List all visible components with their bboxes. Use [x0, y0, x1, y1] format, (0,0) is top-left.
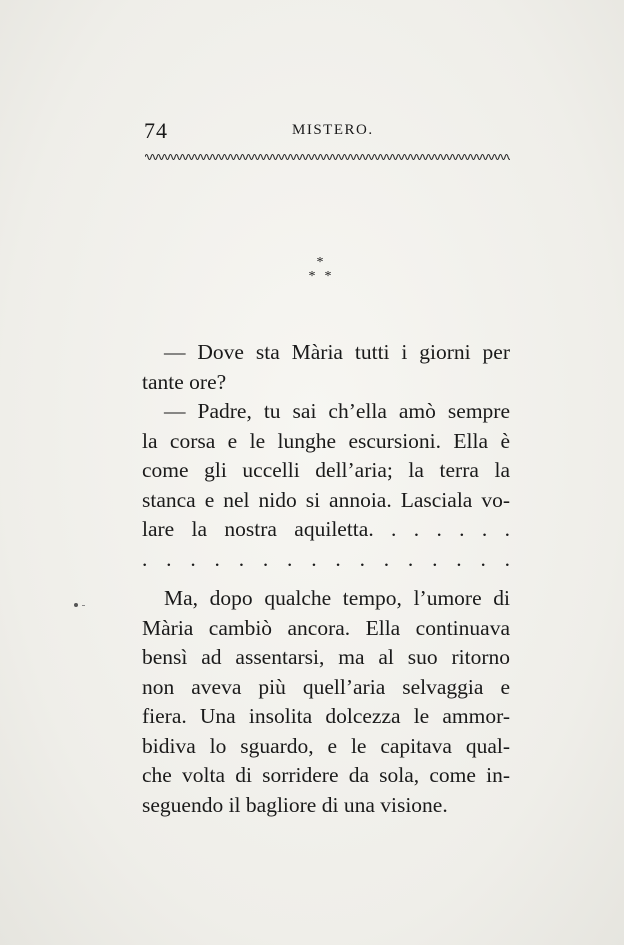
- ellipsis-line: . . . . . . . . . . . . . . . .: [142, 546, 510, 571]
- text-line: la corsa e le lunghe escursioni. Ella è: [142, 428, 510, 453]
- running-head: MISTERO.: [292, 122, 374, 138]
- ink-spot: [82, 605, 85, 606]
- body-text: [142, 338, 510, 820]
- text-line: come gli uccelli dell’aria; la terra la: [142, 458, 510, 482]
- text-line: tante ore?: [142, 369, 227, 394]
- text-line: seguendo il bagliore di una visione.: [142, 792, 448, 817]
- text-line: che volta di sorridere da sola, come in-: [142, 763, 510, 787]
- ink-spot: [74, 603, 78, 607]
- svg-text:*: *: [316, 255, 324, 270]
- decorative-rule-icon: [145, 150, 510, 164]
- text-line: stanca e nel nido si annoia. Lasciala vo-: [142, 487, 510, 512]
- page-header: [142, 118, 508, 146]
- text-line: bidiva lo sguardo, e le capitava qual-: [142, 733, 510, 758]
- page-number: 74: [144, 118, 168, 143]
- text-line: non aveva più quell’aria selvaggia e: [142, 674, 510, 699]
- text-line: lare la nostra aquiletta. . . . . . .: [142, 517, 510, 541]
- asterism-icon: [290, 250, 350, 290]
- text-line: bensì ad assentarsi, ma al suo ritorno: [142, 645, 510, 669]
- text-line: Ma, dopo qualche tempo, l’umore di: [164, 586, 510, 610]
- text-line: fiera. Una insolita dolcezza le ammor-: [142, 704, 510, 728]
- text-line: — Dove sta Mària tutti i giorni per: [164, 340, 510, 364]
- svg-text:*: *: [308, 269, 316, 284]
- svg-text:*: *: [324, 269, 332, 284]
- text-line: — Padre, tu sai ch’ella amò sempre: [164, 399, 510, 423]
- text-line: Mària cambiò ancora. Ella continuava: [142, 615, 510, 640]
